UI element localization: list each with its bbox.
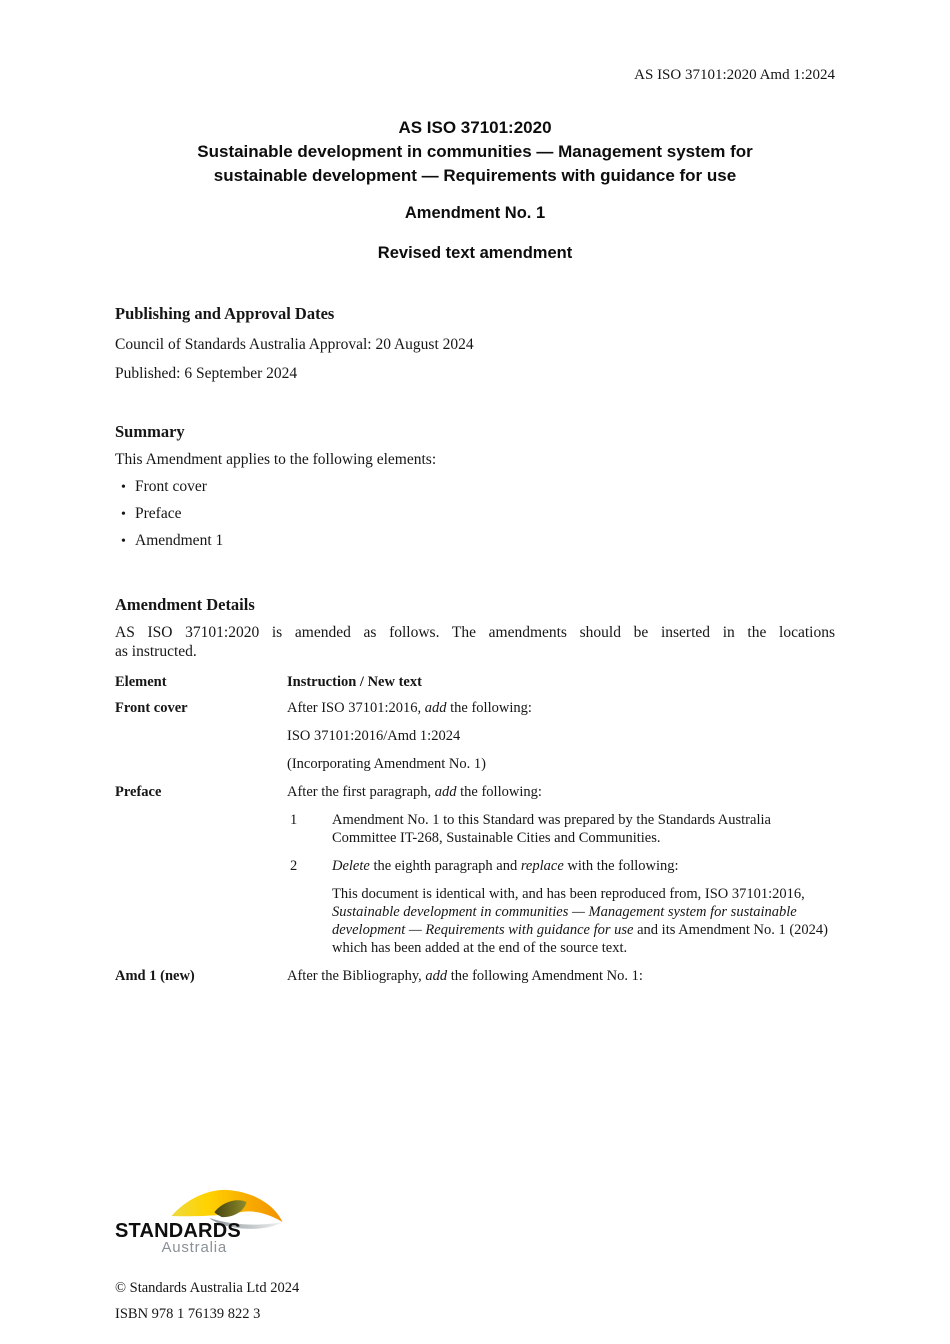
amendment-number-title: Amendment No. 1 (404, 204, 546, 222)
copyright-line: © Standards Australia Ltd 2024 (115, 1280, 300, 1296)
text-run: Sustainable development in communities — Management system for sustainable development — Requirements with guidance for use (332, 904, 797, 938)
instruction-paragraph (287, 727, 835, 745)
section-heading-summary: Summary (115, 422, 185, 441)
summary-list-item (121, 532, 835, 559)
numbered-item (287, 857, 835, 967)
text-run: After the first paragraph, (287, 784, 435, 800)
item-number: 2 (290, 858, 298, 874)
item-body (332, 811, 835, 857)
running-header: AS ISO 37101:2020 Amd 1:2024 (634, 67, 835, 83)
instruction-paragraph (332, 885, 835, 957)
standard-designation: AS ISO 37101:2020 (398, 118, 552, 137)
summary-list (121, 478, 835, 559)
row-element-label: Preface (115, 784, 162, 800)
published-date-line: Published: 6 September 2024 (115, 365, 298, 382)
summary-list-item (121, 505, 835, 532)
bullet-icon: • (121, 480, 126, 495)
instruction-paragraph (287, 755, 835, 773)
text-run: add (434, 784, 457, 800)
numbered-item (287, 811, 835, 857)
column-header-element: Element (115, 674, 167, 690)
bullet-icon: • (121, 507, 126, 522)
summary-intro: This Amendment applies to the following elements: (115, 451, 437, 468)
text-run: the following Amendment No. 1: (447, 968, 643, 984)
item-number: 1 (290, 812, 298, 828)
section-heading-publishing: Publishing and Approval Dates (115, 304, 335, 323)
text-run: add (425, 968, 448, 984)
standards-australia-logo (115, 1188, 287, 1260)
text-run: (Incorporating Amendment No. 1) (287, 756, 486, 772)
instruction-paragraph (287, 699, 835, 717)
text-run: replace (520, 858, 564, 874)
instruction-paragraph (287, 783, 835, 801)
text-run: ISO 37101:2016, (704, 886, 805, 902)
instruction-paragraph (332, 811, 835, 847)
row-instruction-content (287, 783, 835, 967)
instruction-paragraph (332, 857, 835, 875)
standard-title: Sustainable development in communities — Management system for sustainable development — Requirements with guidance for use (197, 142, 753, 185)
amendments-table (115, 673, 835, 995)
instruction-paragraph (287, 967, 835, 985)
column-header-instruction: Instruction / New text (287, 674, 422, 690)
row-element-label: Amd 1 (new) (115, 968, 195, 984)
row-instruction-content (287, 699, 835, 783)
text-run: the following: (446, 700, 532, 716)
row-element-label: Front cover (115, 700, 188, 716)
text-run: the following: (456, 784, 542, 800)
text-run: This document is identical with, and has been reproduced from, (332, 886, 705, 902)
approval-date-line: Council of Standards Australia Approval: 20 August 2024 (115, 336, 474, 353)
text-run: add (424, 700, 447, 716)
details-intro-line1: AS ISO 37101:2020 is amended as follows. The amendments should be inserted in the locations (115, 624, 835, 641)
text-run: ISO 37101:2016/Amd 1:2024 (287, 728, 461, 744)
summary-item-label: Amendment 1 (135, 532, 224, 549)
logo-australia-text: Australia (161, 1239, 227, 1256)
text-run: Delete (332, 858, 370, 874)
summary-list-item (121, 478, 835, 505)
row-instruction-content (287, 967, 835, 995)
text-run: and its Amendment No. 1 (2024) which has been added at the end of the source text. (332, 922, 829, 956)
section-heading-amendment-details: Amendment Details (115, 595, 255, 614)
details-intro-line2: as instructed. (115, 643, 197, 660)
details-intro (115, 623, 835, 661)
text-run: the eighth paragraph and (369, 858, 521, 874)
bullet-icon: • (121, 534, 126, 549)
summary-item-label: Preface (135, 505, 182, 522)
isbn-line: ISBN 978 1 76139 822 3 (115, 1306, 261, 1322)
text-run: After the Bibliography, (287, 968, 426, 984)
item-body (332, 857, 835, 967)
amendment-subtitle: Revised text amendment (377, 244, 573, 262)
text-run: Amendment No. 1 to this Standard was prepared by the Standards Australia Committee IT-268, Sustainable Cities and Communities. (332, 812, 771, 846)
text-run: After ISO 37101:2016, (287, 700, 425, 716)
text-run: with the following: (563, 858, 679, 874)
title-block (115, 116, 835, 264)
summary-item-label: Front cover (135, 478, 207, 495)
logo-standards-text: STANDARDS (115, 1220, 241, 1242)
